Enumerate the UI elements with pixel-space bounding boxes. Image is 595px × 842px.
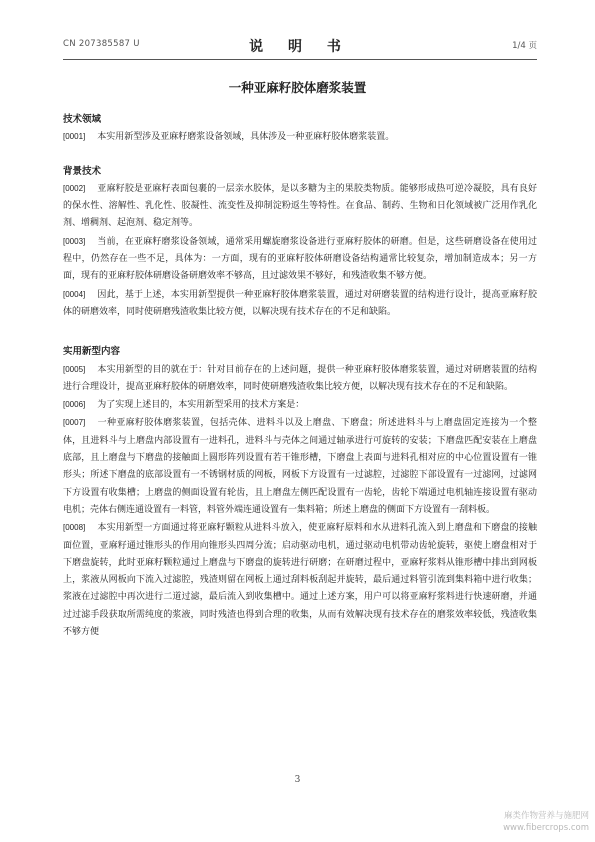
paragraph-text: 一种亚麻籽胶体磨浆装置，包括壳体、进料斗以及上磨盘、下磨盘；所述进料斗与上磨盘固定连接为一个整体，且进料斗与上磨盘内部设置有一进料孔，进料斗与壳体之间通过轴承进行可旋转的安装；下磨盘匹配安装在上磨盘底部，且上磨盘与下磨盘的接触面上圆形阵列设置有若干锥形槽，下磨盘上表面与进料孔相对应的中心位置设置有一锥形头；所述下磨盘的底部设置有一不锈钢材质的网板，网板下方设置有一过滤腔，过滤腔下部设置有一过滤网，过滤网下方设置有收集槽；上磨盘的侧面设置有轮齿，且上磨盘左侧匹配设置有一齿轮，齿轮下端通过电机轴连接设置有驱动电机；壳体右侧连通设置有一料管，料管外端连通设置有一集料箱；所述上磨盘的侧面下方设置有一刮料板。 bbox=[63, 418, 537, 515]
paragraph-text: 因此，基于上述，本实用新型提供一种亚麻籽胶体磨浆装置，通过对研磨装置的结构进行设计，提高亚麻籽胶体的研磨效率，同时使研磨残渣收集比较方便，以解决现有技术存在的不足和缺陷。 bbox=[63, 289, 537, 317]
paragraph bbox=[63, 180, 537, 233]
paragraph-text: 本实用新型的目的就在于：针对目前存在的上述问题，提供一种亚麻籽胶体磨浆装置，通过对研磨装置的结构进行合理设计，提高亚麻籽胶体的研磨效率，同时使研磨残渣收集比较方便，以解决现有技术存在的不足和缺陷。 bbox=[63, 364, 537, 392]
section-heading: 背景技术 bbox=[63, 165, 102, 177]
paragraph bbox=[63, 361, 537, 397]
watermark-title: 麻类作物营养与施肥网 bbox=[503, 811, 589, 821]
document-type: 说 明 书 bbox=[249, 39, 351, 55]
paragraph-text: 本实用新型一方面通过将亚麻籽颗粒从进料斗放入，使亚麻籽原料和水从进料孔流入到上磨盘和下磨盘的接触面位置，亚麻籽通过锥形头的作用向锥形头四周分流；启动驱动电机，通过驱动电机带动齿轮旋转，驱使上磨盘相对于下磨盘旋转，此时亚麻籽颗粒通过上磨盘与下磨盘的旋转进行研磨；在研磨过程中，亚麻籽浆料从锥形槽中排出到网板上，浆液从网板向下流入过滤腔，残渣则留在网板上通过刮料板刮起并旋转，最后通过料管引流到集料箱中进行收集；浆液在过滤腔中再次进行二道过滤，最后流入到收集槽中。通过上述方案，用户可以将亚麻籽浆料进行快速研磨，并通过过滤手段获取所需纯度的浆液，同时残渣也得到合理的收集，从而有效解决现有技术存在的磨浆效率较低，残渣收集不够方便 bbox=[63, 523, 537, 638]
paragraph-number: [0002] bbox=[63, 183, 86, 193]
header-divider bbox=[63, 59, 537, 60]
paragraph-number: [0005] bbox=[63, 364, 86, 374]
document-title: 一种亚麻籽胶体磨浆装置 bbox=[228, 80, 367, 95]
document-body bbox=[63, 111, 537, 641]
paragraph-text: 当前，在亚麻籽磨浆设备领域，通常采用螺旋磨浆设备进行亚麻籽胶体的研磨。但是，这些研磨设备在使用过程中，仍然存在一些不足，具体为：一方面，现有的亚麻籽胶体研磨设备结构通常比较复杂，增加制造成本；另一方面，现有的亚麻籽胶体研磨设备研磨效率不够高，且过滤效果不够好，和残渣收集不够方便。 bbox=[63, 236, 537, 282]
page-header bbox=[63, 36, 537, 54]
section-heading: 技术领域 bbox=[63, 114, 102, 125]
paragraph bbox=[63, 128, 537, 146]
paragraph-number: [0007] bbox=[63, 418, 86, 428]
paragraph-number: [0008] bbox=[63, 523, 86, 533]
paragraph bbox=[63, 396, 537, 414]
paragraph bbox=[63, 414, 537, 519]
paragraph-text: 本实用新型涉及亚麻籽磨浆设备领域，具体涉及一种亚麻籽胶体磨浆装置。 bbox=[97, 132, 395, 143]
paragraph-number: [0006] bbox=[63, 400, 86, 410]
page-number: 3 bbox=[294, 775, 301, 785]
page-info: 1/4 页 bbox=[512, 41, 537, 51]
paragraph bbox=[63, 286, 537, 322]
paragraph-text: 亚麻籽胶是亚麻籽表面包裹的一层亲水胶体，是以多糖为主的果胶类物质。能够形成热可逆冷凝胶，具有良好的保水性、溶解性、乳化性、胶凝性、流变性及抑制淀粉返生等特性。在食品、制药、生物和日化领域被广泛用作乳化剂、增稠剂、起泡剂、稳定剂等。 bbox=[63, 183, 537, 229]
document-number: CN 207385587 U bbox=[63, 39, 140, 49]
paragraph bbox=[63, 519, 537, 641]
watermark bbox=[503, 810, 589, 834]
paragraph bbox=[63, 233, 537, 286]
paragraph-number: [0003] bbox=[63, 236, 86, 246]
paragraph-number: [0001] bbox=[63, 132, 86, 142]
paragraph-number: [0004] bbox=[63, 289, 86, 299]
watermark-url: www.fibercrops.com bbox=[503, 823, 589, 833]
section-heading: 实用新型内容 bbox=[63, 346, 121, 358]
paragraph-text: 为了实现上述目的，本实用新型采用的技术方案是： bbox=[97, 400, 305, 411]
